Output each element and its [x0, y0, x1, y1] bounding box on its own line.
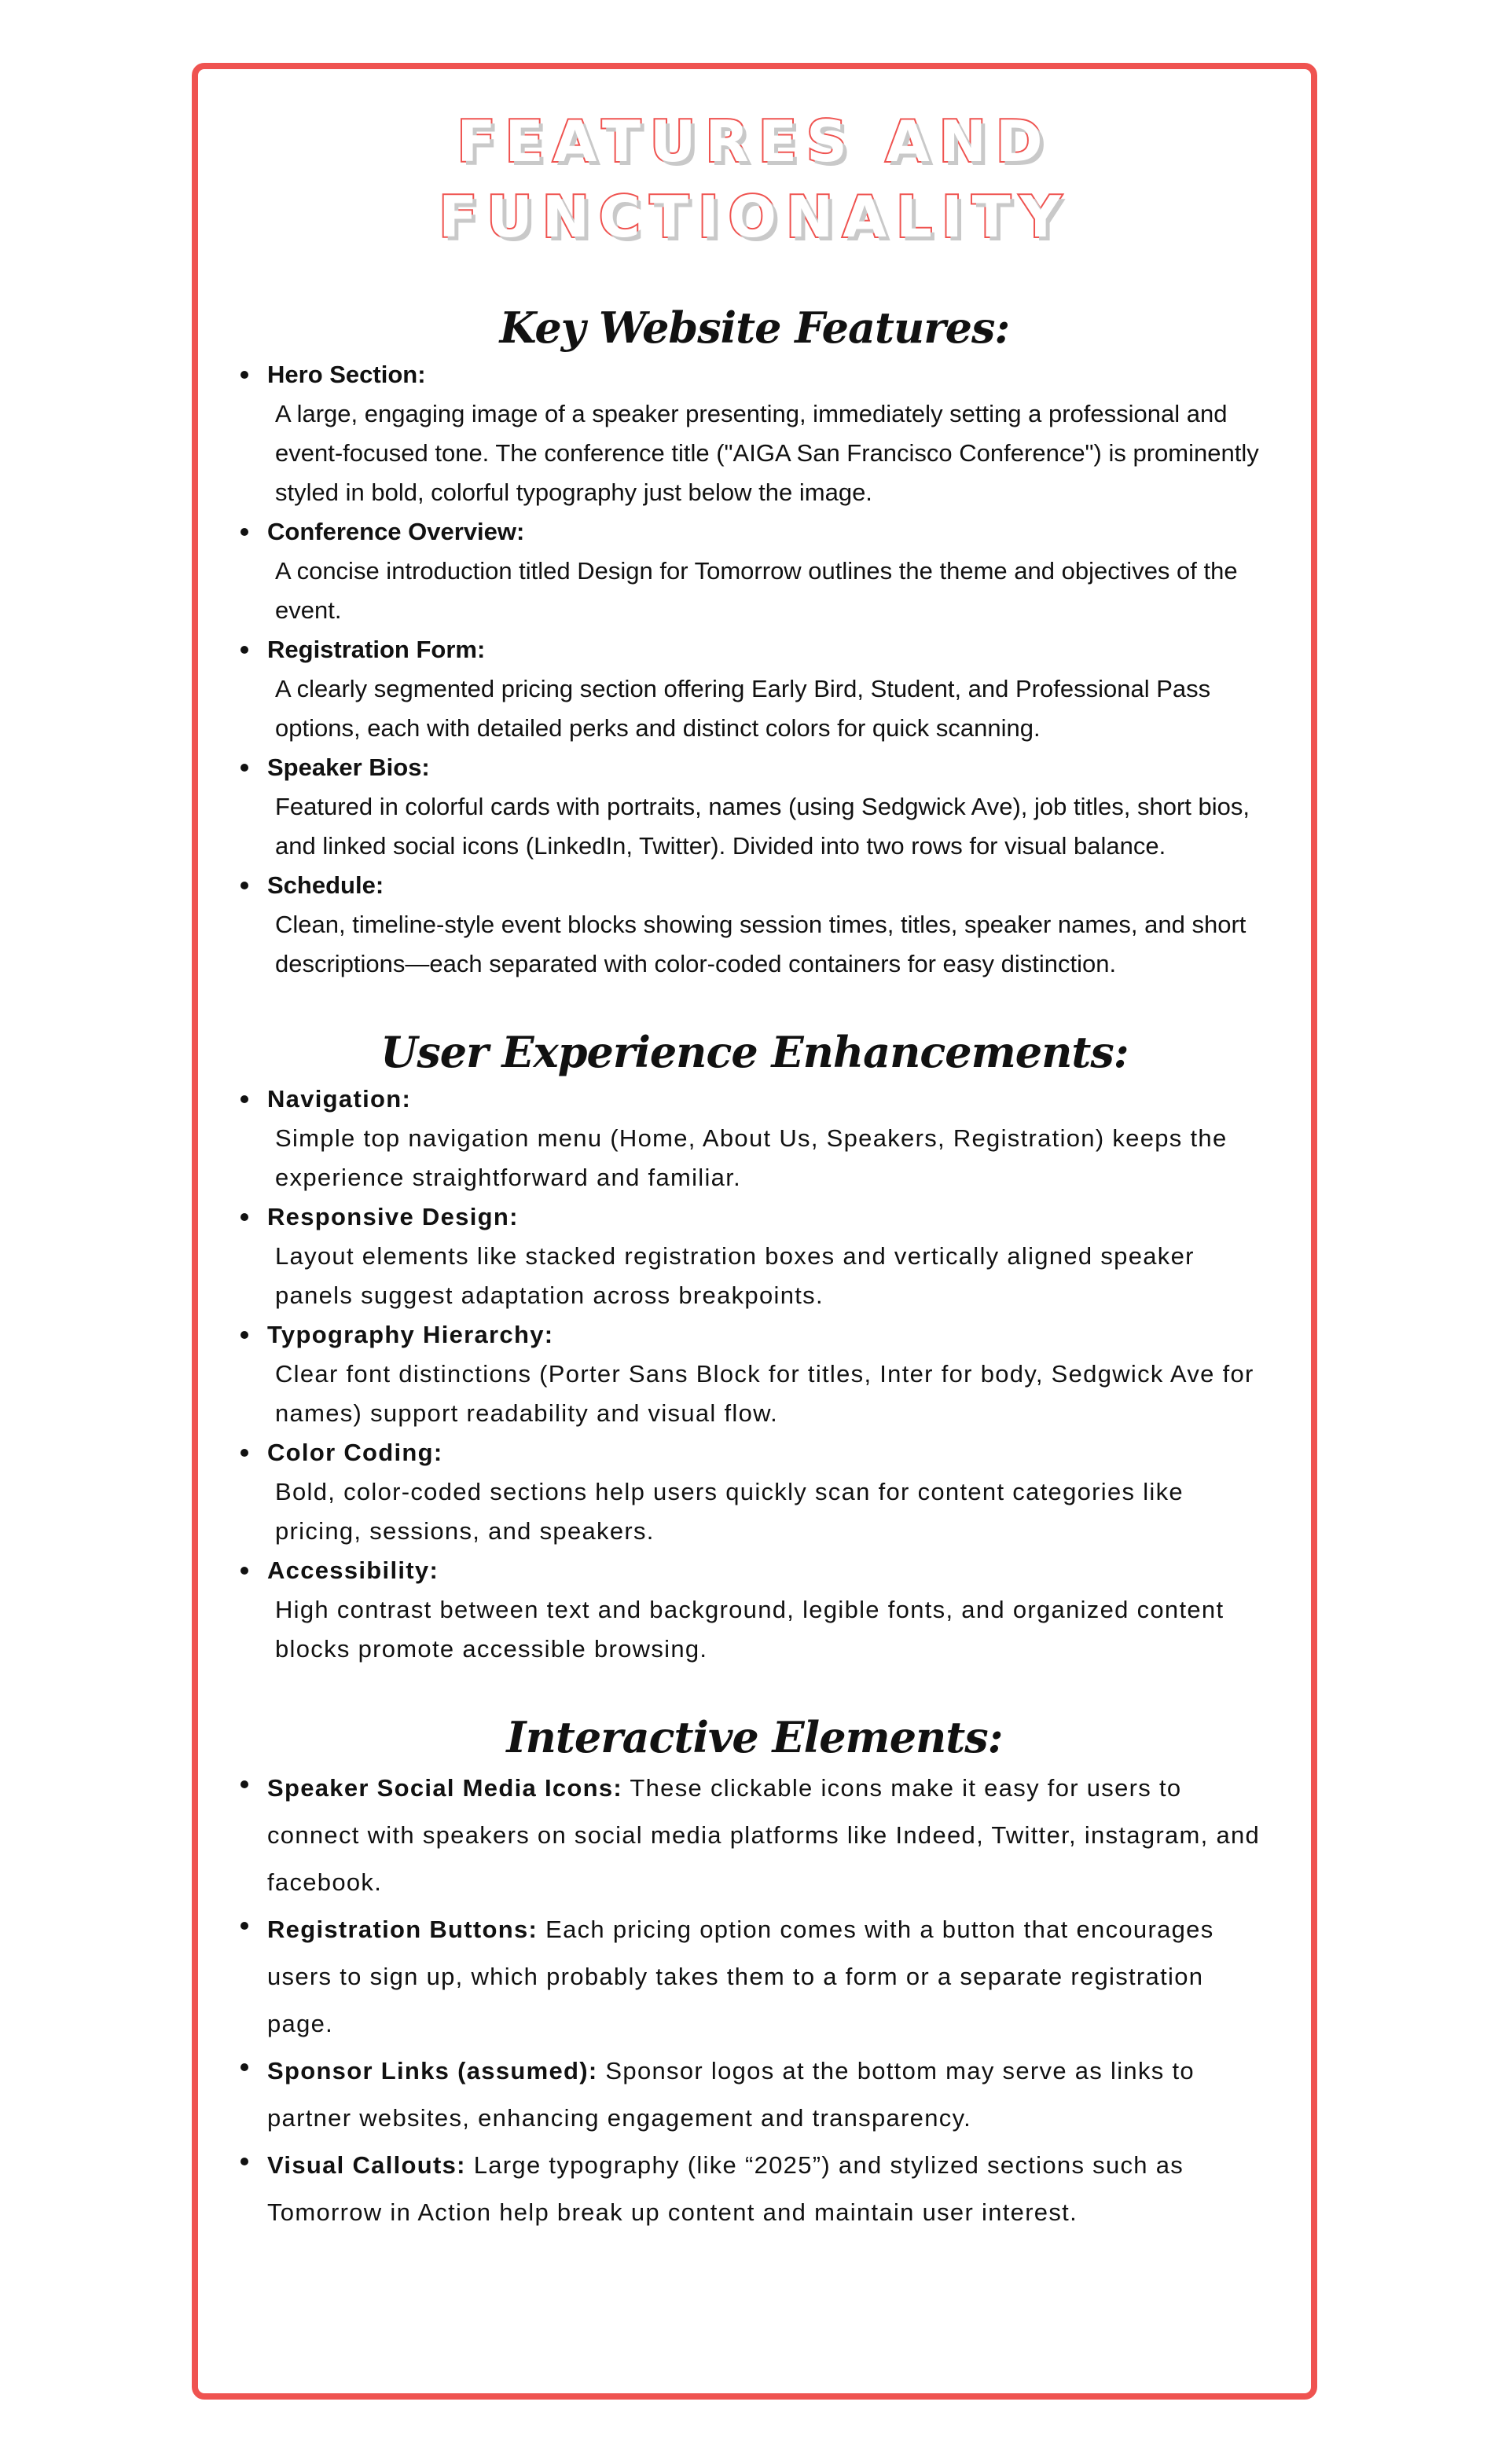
bullet-icon [240, 528, 248, 536]
item-description: Sponsor logos at the bottom may serve as links to partner websites, enhancing engagement and transparency. [267, 2057, 1195, 2132]
item-title: Registration Form: [267, 636, 486, 663]
item-title: Accessibility: [267, 1556, 439, 1584]
bullet-icon [240, 1213, 248, 1221]
item-description: Simple top navigation menu (Home, About Us, Speakers, Registration) keeps the experience straightforward and familiar. [275, 1124, 1228, 1191]
item-title: Responsive Design: [267, 1203, 519, 1230]
item-title: Sponsor Links (assumed): [267, 2057, 598, 2084]
item-description: Clear font distinctions (Porter Sans Block for titles, Inter for body, Sedgwick Ave for names) support readability and visual flow. [275, 1360, 1254, 1427]
bullet-icon [240, 1449, 248, 1457]
bullet-icon [240, 646, 248, 654]
bullet-icon [240, 1095, 248, 1103]
item-description: These clickable icons make it easy for users to connect with speakers on social media platforms like Indeed, Twitter, instagram, and facebook. [267, 1774, 1261, 1896]
bullet-icon [240, 2158, 248, 2165]
list-item [267, 1433, 1273, 1551]
bullet-icon [240, 1922, 248, 1930]
list-item [267, 355, 1273, 512]
interactive-elements-heading: Interactive Elements: [506, 1712, 1003, 1762]
bullet-icon [240, 1331, 248, 1339]
list-item [267, 1197, 1273, 1315]
content-frame [192, 63, 1317, 2400]
bullet-icon [240, 764, 248, 772]
list-item [267, 748, 1273, 866]
item-description: A concise introduction titled Design for Tomorrow outlines the theme and objectives of the event. [275, 557, 1238, 624]
list-item [267, 1551, 1273, 1669]
item-title: Schedule: [267, 871, 384, 899]
item-description: High contrast between text and background, legible fonts, and organized content blocks promote accessible browsing. [275, 1596, 1224, 1663]
page-title: FEATURES AND FUNCTIONALITY [439, 108, 1070, 250]
list-item [267, 1315, 1273, 1433]
interactive-elements-list [198, 1765, 1273, 2236]
item-description: Layout elements like stacked registration boxes and vertically aligned speaker panels suggest adaptation across breakpoints. [275, 1242, 1195, 1309]
item-title: Speaker Bios: [267, 754, 430, 781]
item-description: Each pricing option comes with a button that encourages users to sign up, which probably takes them to a form or a separate registration page. [267, 1916, 1214, 2037]
item-title: Typography Hierarchy: [267, 1321, 554, 1348]
ux-enhancements-list [198, 1080, 1273, 1669]
bullet-icon [240, 1567, 248, 1575]
bullet-icon [240, 1780, 248, 1788]
key-features-heading: Key Website Features: [499, 302, 1010, 353]
item-title: Navigation: [267, 1085, 412, 1113]
list-item [267, 2048, 1273, 2142]
item-description: Large typography (like “2025”) and stylized sections such as Tomorrow in Action help break up content and maintain user interest. [267, 2151, 1184, 2226]
item-title: Registration Buttons: [267, 1916, 538, 1943]
item-description: Clean, timeline-style event blocks showing session times, titles, speaker names, and short descriptions—each separated with color-coded containers for easy distinction. [275, 911, 1246, 977]
item-description: Bold, color-coded sections help users quickly scan for content categories like pricing, sessions, and speakers. [275, 1478, 1184, 1545]
list-item [267, 1765, 1273, 1906]
item-description: A clearly segmented pricing section offering Early Bird, Student, and Professional Pass options, each with detailed perks and distinct colors for quick scanning. [275, 675, 1211, 742]
list-item [267, 1080, 1273, 1197]
list-item [267, 866, 1273, 984]
item-title: Color Coding: [267, 1439, 443, 1466]
item-description: A large, engaging image of a speaker presenting, immediately setting a professional and event-focused tone. The conference title ("AIGA San Francisco Conference") is prominently styled in bold, colorful typography just below the image. [275, 400, 1259, 506]
item-description: Featured in colorful cards with portraits, names (using Sedgwick Ave), job titles, short bios, and linked social icons (LinkedIn, Twitter). Divided into two rows for visual balance. [275, 793, 1250, 860]
bullet-icon [240, 2063, 248, 2071]
item-title: Conference Overview: [267, 518, 525, 545]
key-features-list [198, 355, 1273, 984]
list-item [267, 2142, 1273, 2236]
list-item [267, 512, 1273, 630]
item-title: Visual Callouts: [267, 2151, 466, 2179]
ux-enhancements-heading: User Experience Enhancements: [380, 1027, 1129, 1077]
bullet-icon [240, 882, 248, 889]
item-title: Speaker Social Media Icons: [267, 1774, 623, 1802]
list-item [267, 630, 1273, 748]
item-title: Hero Section: [267, 361, 426, 388]
bullet-icon [240, 371, 248, 379]
list-item [267, 1906, 1273, 2048]
